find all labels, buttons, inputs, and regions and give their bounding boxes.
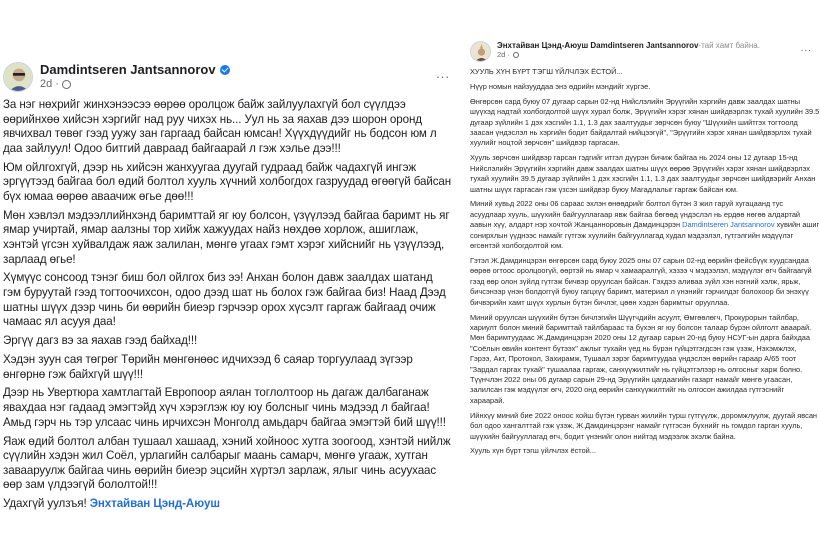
author-avatar[interactable] [470, 41, 491, 62]
paragraph-text: Миний хувьд 2022 оны 06 сараас эхлэн өнөөдрийг болтол бүтэн 3 жил гаруй хугацаанд тус асуудлаар хууль, шүүхийн байгууллагаар явж байгаа бөгөөд үндэслэл нь ердөө нөгөө алдартай аавын хүү, алдарт нэр хочтой Жанцанноровын Дамдинцэрэн [470, 199, 801, 230]
post-paragraph: Хүмүүс сонсоод тэнэг биш бол ойлгох биз ээ! Анхан болон давж заалдах шатанд гэм буруутай гээд тогтоочихсон, одоо дээд шат нь болох гэж байгаа биз! Наад Дээд шатны шүүх дээр чинь би өөрийн биеэр гэрчээр орох хүсэлт гаргаж байгаад очиж чамаас ял асууя даа! [3, 271, 446, 329]
post-greeting: Нүүр номын найзууддаа энэ өдрийн мэндийг хүргэе. [470, 81, 651, 91]
post-paragraph: Яаж өдий болтол албан тушаал хашаад, хэний хойноос хутга зоогоод, хэнтэй нийлж сүүлийн хэдэн жил Соёл, урлагийн салбарыг маань самарч, мөнгө угааж, хутган завааруулж байгаа чинь өөрийн биеэр эцсийн хүртэл зарлаж, ялыг чинь асуухаас өөр зам үлдээгүй бололтой!!! [3, 434, 451, 492]
author-block [40, 62, 230, 90]
post-time[interactable]: 2d [40, 78, 53, 90]
author-name[interactable]: Энхтайван Цэнд-Аюуш [497, 41, 589, 50]
right-post-header [470, 41, 820, 62]
mention-link[interactable]: Энхтайван Цэнд-Аюуш [89, 497, 220, 511]
meta-separator: · [52, 78, 59, 90]
post-meta [40, 78, 230, 90]
post-paragraph [470, 199, 820, 251]
post-paragraph: Хэдэн зуун сая төгрөг Төрийн мөнгөнөөс идчихээд 6 саяар торгуулаад зүгээр өнгөрнө гэж байхгүй шүү!!! [3, 352, 413, 381]
meta-separator: · [505, 50, 510, 59]
closing-text: Удахгүй уулзъя! [3, 497, 87, 511]
globe-icon [62, 80, 71, 89]
author-name[interactable]: Damdintseren Jantsannorov [40, 62, 216, 77]
post-paragraph: Хууль зөрчсөн шийдвэр гарсан гэдгийг итгэл дүүрэн бичиж байгаа нь 2024 оны 12 дугаар 15-нд Нийслэлийн Эрүүгийн хэргийн давж заалдах шатны шүүх өөрөө Эрүүгийн хэрэг хянан шийдвэрлэх тухай хуулийн 39.5 дугаар зүйлийн 1 дэх хэсгийн 1.1, 1.3 дах заалтуудыг зөрчсөн шийдвэрийг Анхан шатны шүүх гаргасан гэж үзсэн шийдвэр буюу Магадлалыг гаргаж байсан юм. [470, 153, 816, 194]
post-paragraph: Гэтэл Ж.Дамдинцэрэн өнгөрсөн сард буюу 2025 оны 07 сарын 02-нд өөрийн фейсбүүк хуудсандаа өөрөө огтоос оролцоогүй, өөртэй нь ямар ч хамааралгүй, хэзээ ч мэдээлэл, мэдүүлэг өгч байгаагүй гээд өөр олон зүйлд гүтгэж бичвэр оруулсан байсан. Гэхдээ аливаа зүйл хэн нэгний хэлж, ярьж, бичсэнээр үнэн болдоггүй буюу гагцхүү баримт, материал л үнэнийг гэрчилдэг болохоор би энэхүү бичвэрийн хамт шүүх хурлын бүтэн бичлэг, цөөн хэдэн баримтыг орууллаа. [470, 256, 812, 307]
globe-icon [513, 52, 519, 58]
left-post [0, 62, 452, 516]
more-options-icon[interactable]: ... [800, 43, 812, 54]
post-title: ХУУЛЬ ХҮН БҮРТ ТЭГШ ҮЙЛЧЛЭХ ЁСТОЙ... [470, 67, 623, 76]
right-post [470, 41, 820, 461]
post-paragraph: Өнгөрсөн сард буюу 07 дугаар сарын 02-нд Нийслэлийн Эрүүгийн хэргийн давж заалдах шатны шүүхэд надтай холбогдолтой шүүх хурал болж, Эрүүгийн хэрэг хянан шийдвэрлэх тухай хуулийн 39.5 дугаар зүйлийн 1 дэх хэсгийн 1.1, 1.3 дах заалтуудыг зөрчсөн буюу "Шүүхийн шийтгэх тогтоолд заасан үндэслэл нь хэргийн бодит байдалтай нийцээгүй", "Эрүүгийн хэрэг хянан шийдвэрлэх тухай хуулийг ноцтой зөрчсөн" шийдвэр гаргасан. [470, 96, 820, 148]
author-block [497, 41, 760, 59]
post-paragraph: Эргүү дагз вэ за яахав гээд байхад!!! [3, 334, 198, 348]
post-paragraph: Мөн хэвлэл мэдээллийнхэнд баримттай яг юу болсон, үзүүлээд байгаа баримт нь яг ямар учиртай, ямар аалзны тор хийж хажуудах найз нөхдөө хорлож, ашиглаж, хэнтэй үгсэн хуйвалдаж яаж залилан, мөнгө угаах гэмт хэрэг хийснийг нь үзүүлээд, зарлаад өгье! [3, 208, 450, 266]
post-paragraph: Миний оруулсан шүүхийн бүтэн бичлэгийн Шүүгчдийн асуулт, Өмгөөлөгч, Прокурорын тайлбар, хариулт болон миний баримттай тайлбараас та бүхэн яг юу болсон талаар бүрэн ойлголт аваарай. Мөн баримтуудаас Ж.Дамдинцэрэн 2020 оны 12 дугаар сарын 20-нд буюу НСУГ-ын дарга байхдаа "Соёлын өвийн контент бүтээх" ажлыг тухайн үед нь бүрэн гүйцэтгэгдсэн гэж үзэж, Нэхэмжлэх, Гэрээ, Акт, Протокол, Захирамж, Тушаал зэрэг баримтуудаа үндэслэн өөрийн гараар А/65 тоот "Зардал гаргах тухай" тушаалаа гаргаж, санхүүжилтийг нь гүйцэтгэлээр нь олгосныг харж болно. Түүнчлэн 2022 оны 06 дугаар сарын 29-нд Эрүүгийн цагдаагийн газарт намайг мөнгө угаасан, залилсан гэж мэдүүлэг өгч, 2020 онд өөрийн санхүүжилтийг нь олгосон ажилдаа гүтгэснийг хараарай. [470, 312, 812, 405]
avatar-image [4, 63, 33, 92]
tagged-person[interactable]: Damdintseren Jantsannorov [590, 41, 699, 50]
with-text: -тай хамт байна. [698, 41, 760, 50]
author-avatar[interactable] [3, 62, 33, 92]
right-post-body [470, 67, 820, 457]
post-meta [497, 50, 760, 59]
left-post-body [0, 98, 452, 512]
post-time[interactable]: 2d [497, 50, 506, 59]
avatar-image [471, 42, 491, 62]
closing-paragraph [3, 497, 452, 512]
post-paragraph: Дээр нь Увертюра хамтлагтай Европоор аялан тоглолтоор нь дагаж далбаганаж явахдаа нэг гадаад эмэгтэйд хүч хэрэглэж юу юу болсныг чинь мэдээд л байгаа! Амьд гэрч нь тэр улсаас чинь ирчихсэн Монголд амьдарч байгаа эмэгтэй бий шүү!!! [3, 386, 446, 429]
paragraph-text: хувийн ашиг сонирхлын үүднээс намайг гүтгэж хуулийн байгууллагад худал мэдээлэл, гүтгэлгийн мэдүүлэг өгсөнтэй холбогдолтой юм. [470, 220, 820, 251]
left-post-header [0, 62, 452, 92]
post-paragraph: За нэг нөхрийг жинхэнээсээ өөрөө оролцож байж зайлуулахгүй бол сүүлдээ өөрийнхөө хийсэн хэргийг над руу чихэх нь... Уул нь за яахав дээ шорон оронд явчихвал төвөг гээд уужу зан гаргаад байсан юмсан! Хүүхдүүдийг нь бодсон юм л даа зайлуул! Одоо битгий давраад байгаарай л гэж хэлье дээ!!! [3, 98, 437, 155]
more-options-icon[interactable]: ... [436, 66, 450, 81]
post-paragraph: Ийнхүү миний бие 2022 оноос хойш бүтэн гурван жилийн турш гүтгүүлж, доромжлуулж, дуугай явсан бол одоо хангалттай гэж үзэж, Ж.Дамдинцэрэнг намайг гүтгэсэн бүхнийг нь гомдол гарган хууль, шүүхийн байгууллагад өгч, бодит үнэнийг олон нийтэд мэдээлж эхэлж байна. [470, 410, 818, 441]
post-paragraph: Юм ойлгохгүй, дээр нь хийсэн жанхуугаа дуугай гудраад байж чадахгүй ингэж эргүүтээд байгаа бол өдий болтол хууль хүчний холбогдох газруудад өгөөгүй байсан бүх юмаа өөрөө аваачиж өгье дөө!!! [3, 160, 452, 203]
verified-badge-icon [220, 65, 230, 75]
mention-link[interactable]: Damdintseren Jantsannorov [682, 220, 775, 230]
post-paragraph: Хууль хүн бүрт тэгш үйлчлэх ёстой... [470, 446, 596, 456]
